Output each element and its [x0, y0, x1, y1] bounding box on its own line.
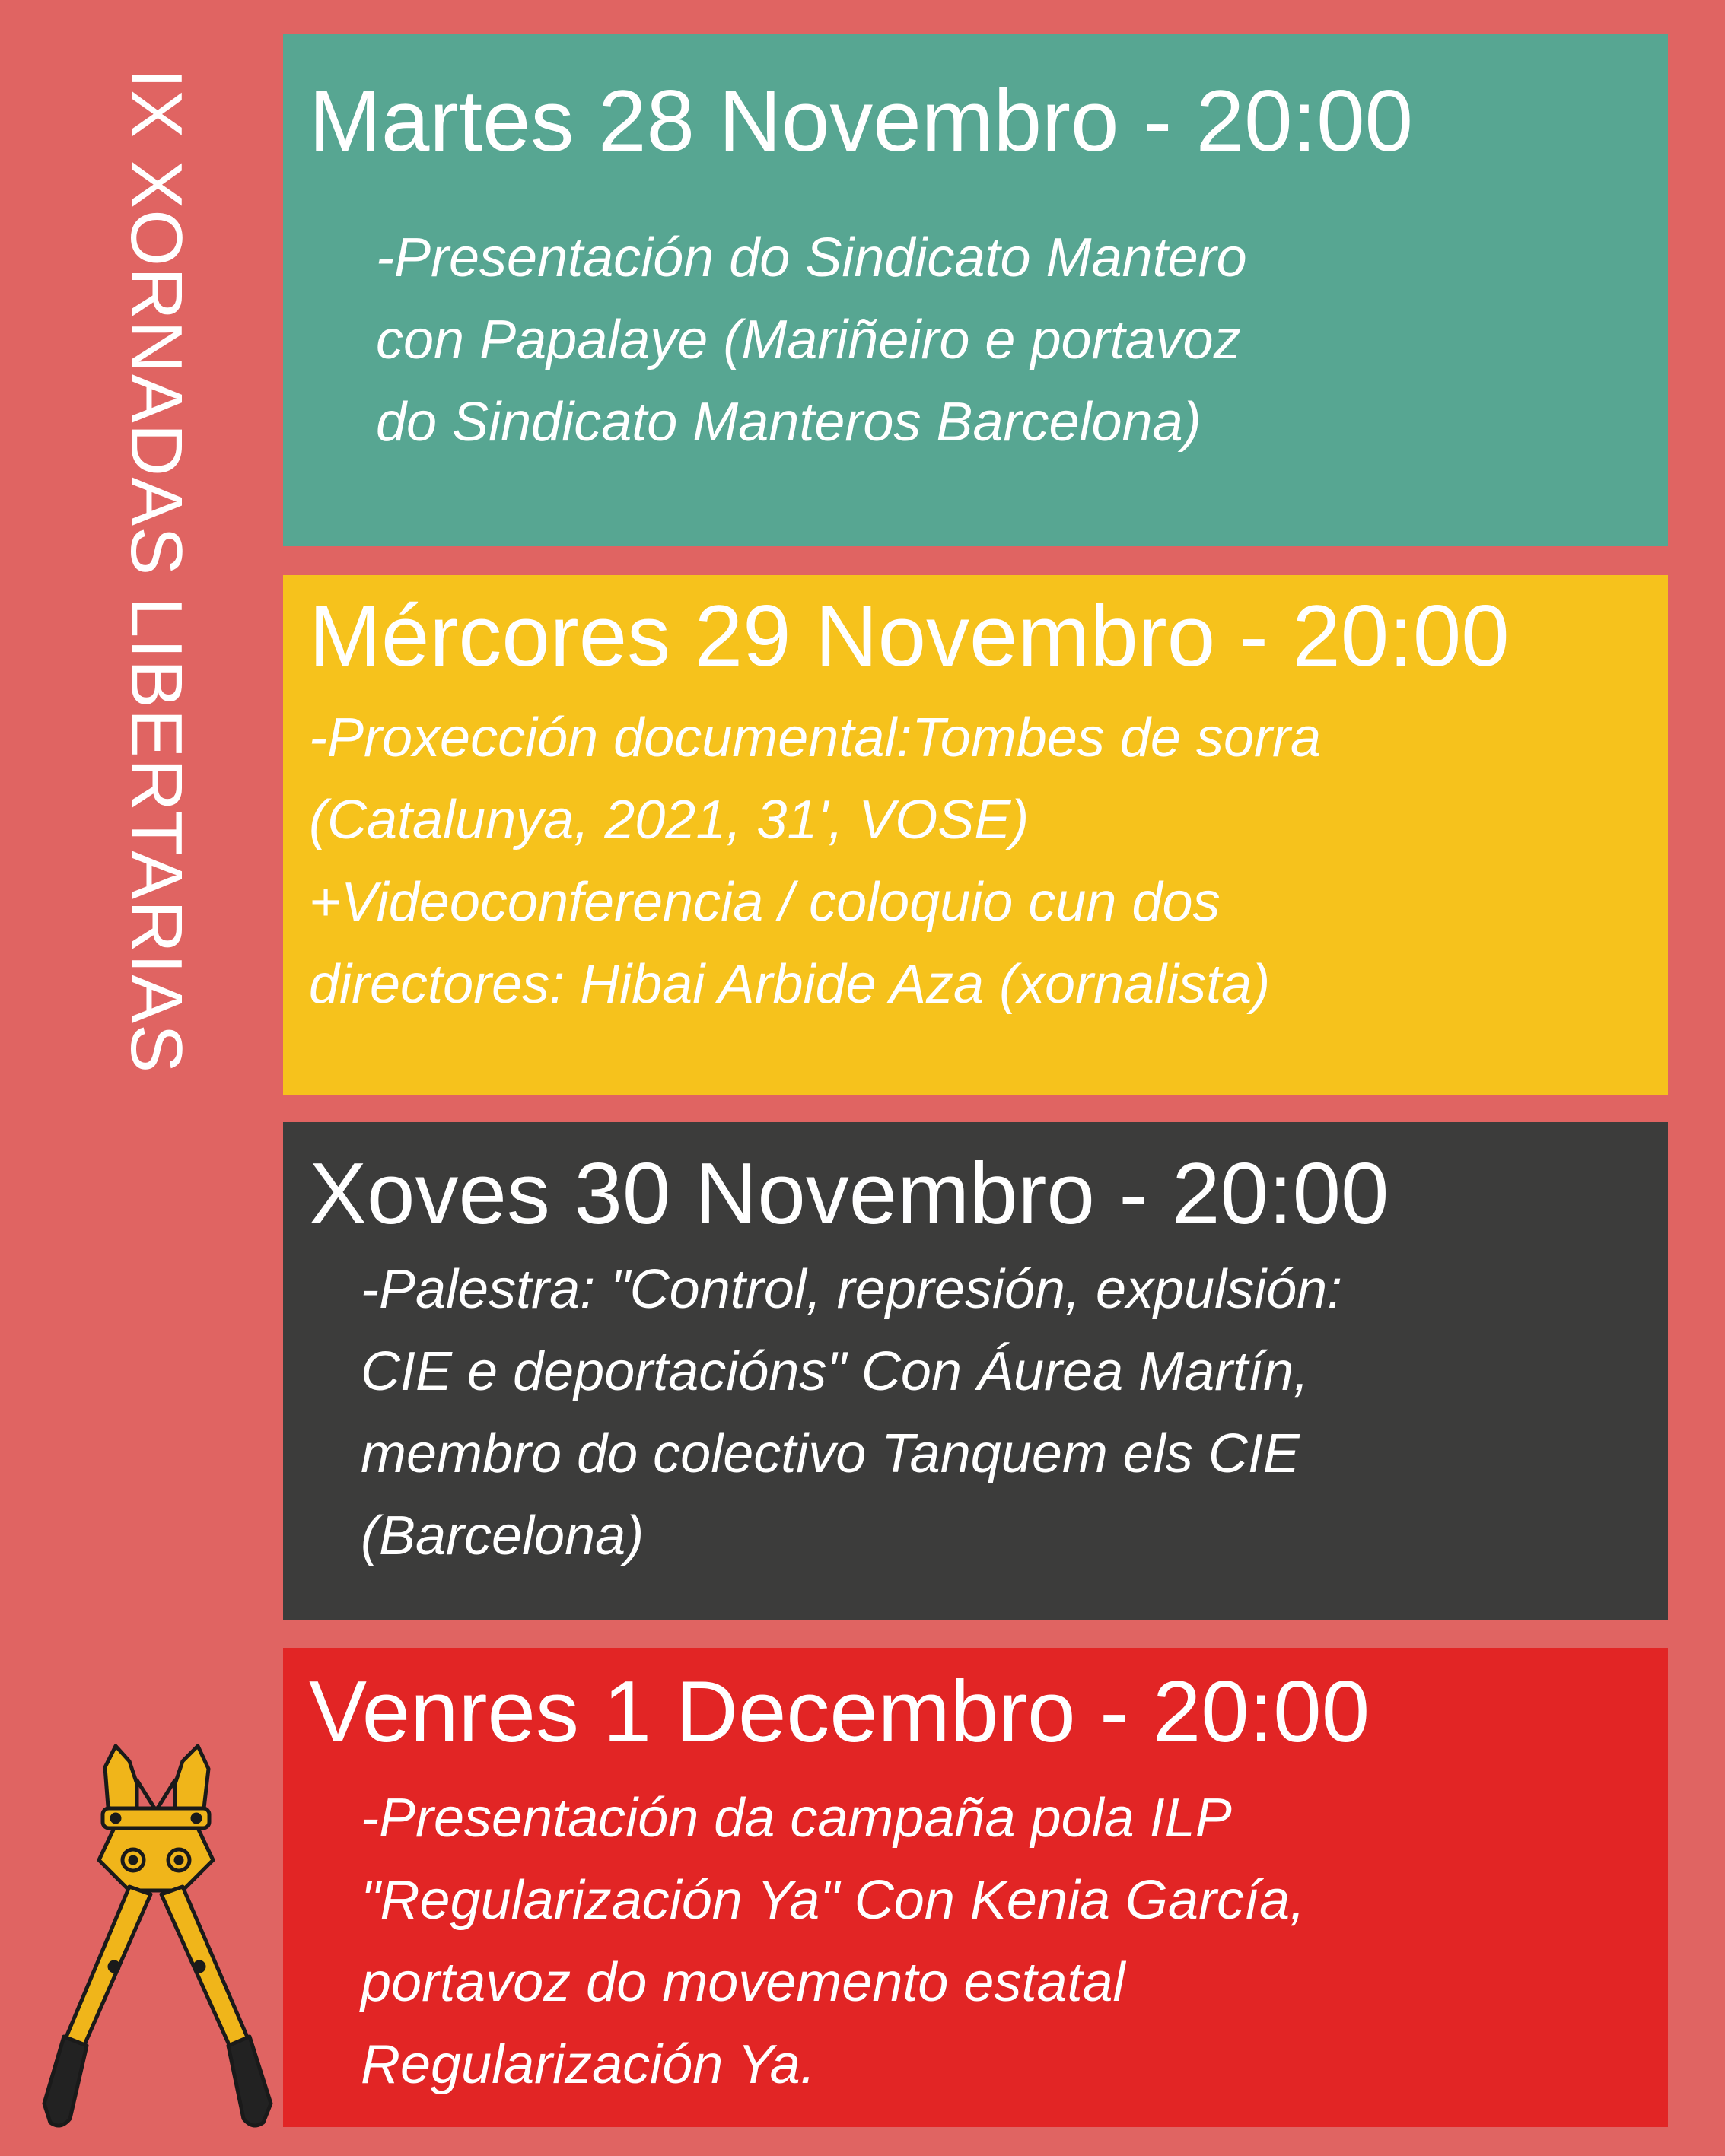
event-panel-mercores	[283, 575, 1668, 1095]
poster-title: IX XORNADAS LIBERTARIAS	[116, 68, 197, 1074]
bolt-cutter-icon	[23, 1738, 297, 2142]
event-description: -Proxección documental:Tombes de sorra (Catalunya, 2021, 31', VOSE) +Videoconferencia / coloquio cun dos directores: Hibai Arbide Aza (xornalista)	[309, 708, 1321, 1015]
event-heading: Mércores 29 Novembro - 20:00	[309, 588, 1510, 685]
event-panel-xoves	[283, 1122, 1668, 1620]
event-panel-venres	[283, 1648, 1668, 2127]
event-heading: Xoves 30 Novembro - 20:00	[309, 1146, 1389, 1242]
event-panel-martes	[283, 34, 1668, 546]
event-description: -Palestra: "Control, represión, expulsión: CIE e deportacións" Con Áurea Martín, membro do colectivo Tanquem els CIE (Barcelona)	[361, 1259, 1343, 1566]
event-description: -Presentación do Sindicato Mantero con Papalaye (Mariñeiro e portavoz do Sindicato Manteros Barcelona)	[376, 227, 1247, 453]
event-heading: Martes 28 Novembro - 20:00	[309, 73, 1413, 170]
event-heading: Venres 1 Decembro - 20:00	[309, 1664, 1370, 1760]
event-description: -Presentación da campaña pola ILP "Regularización Ya" Con Kenia García, portavoz do movemento estatal Regularización Ya.	[361, 1788, 1306, 2095]
